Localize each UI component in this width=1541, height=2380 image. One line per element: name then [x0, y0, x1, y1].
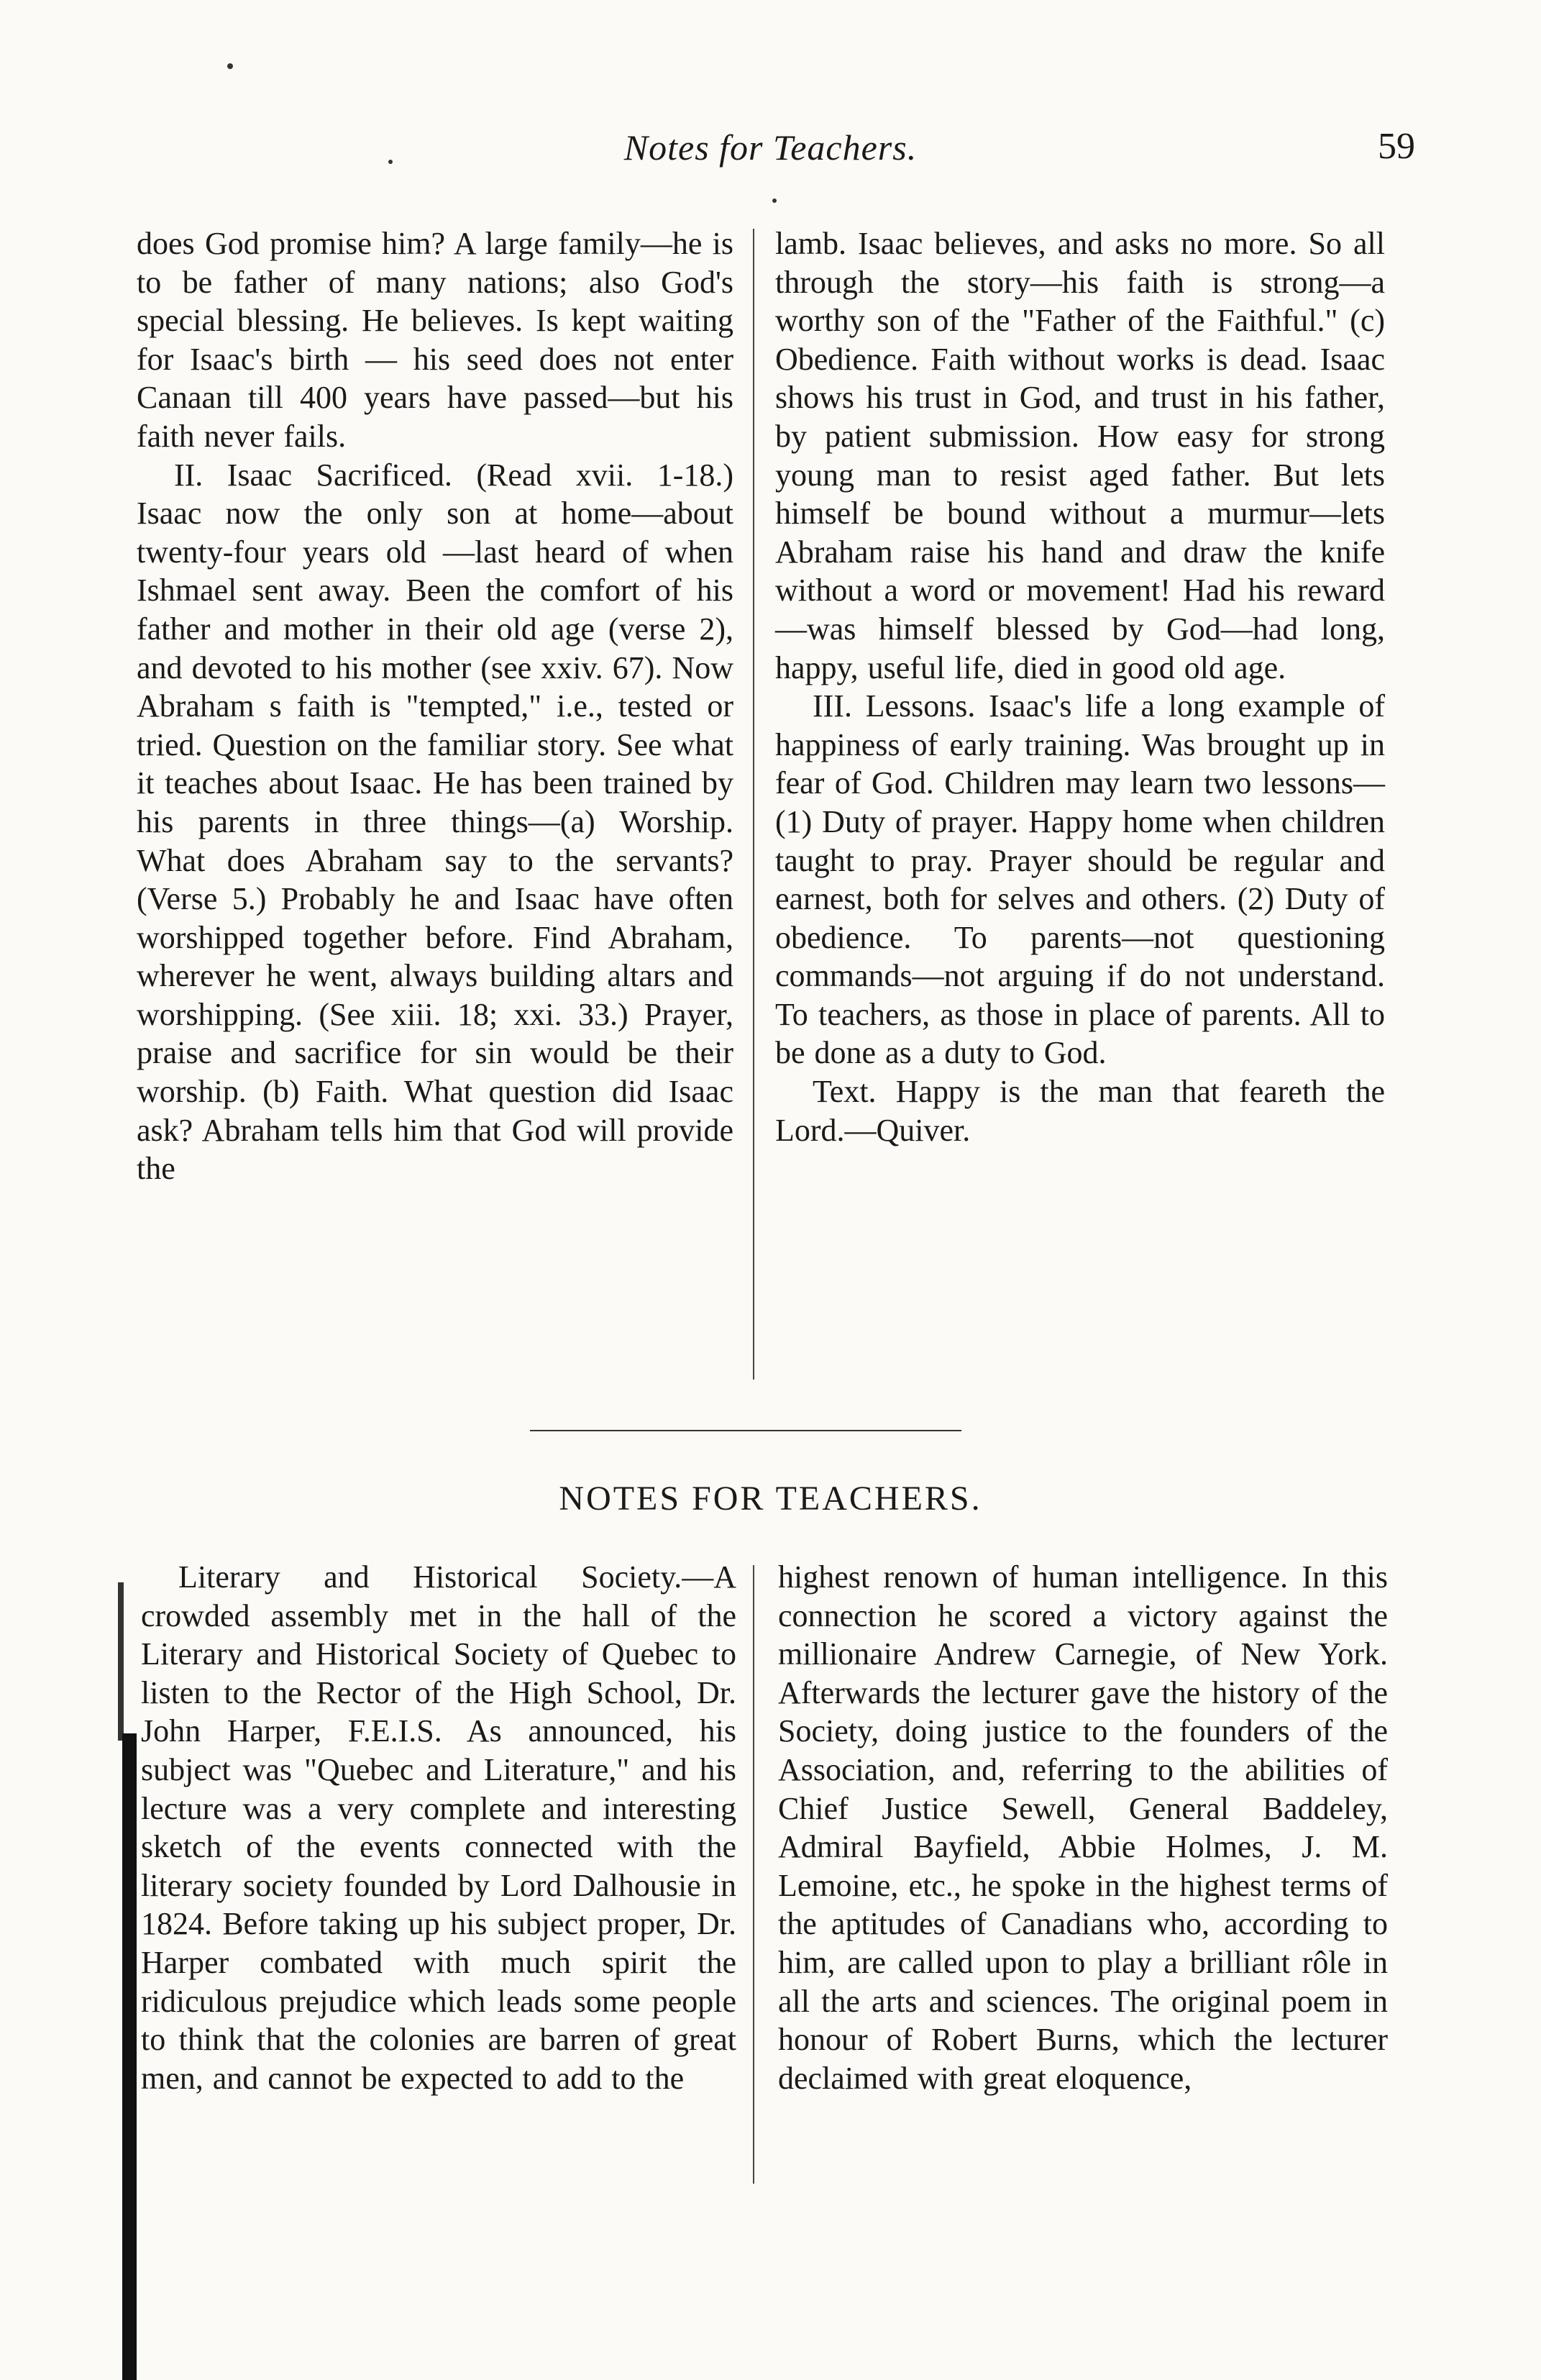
ink-speck [772, 199, 777, 203]
ink-speck [388, 160, 393, 164]
column-rule [753, 1565, 754, 2184]
ink-speck [227, 63, 233, 69]
top-left-column [137, 224, 733, 1188]
binding-edge [122, 1733, 137, 2380]
bottom-left-column [141, 1558, 736, 2097]
paragraph: II. Isaac Sacrificed. (Read xvii. 1-18.) Isaac now the only son at home—about twenty-four years old —last heard of when Ishmael sent away. Been the comfort of his father and mother in their old age (verse 2), and devoted to his mother (see xxiv. 67). Now Abraham s faith is "tempted," i.e., tested or tried. Question on the familiar story. See what it teaches about Isaac. He has been trained by his parents in three things—(a) Worship. What does Abraham say to the servants? (Verse 5.) Probably he and Isaac have often worshipped together before. Find Abraham, wherever he went, always building altars and worshipping. (See xiii. 18; xxi. 33.) Prayer, praise and sacrifice for sin would be their worship. (b) Faith. What question did Isaac ask? Abraham tells him that God will provide the [137, 457, 733, 1187]
paragraph: lamb. Isaac believes, and asks no more. So all through the story—his faith is strong—a worthy son of the "Father of the Faithful." (c) Obedience. Faith without works is dead. Isaac shows his trust in God, and trust in his father, by patient submission. How easy for strong young man to resist aged father. But lets himself be bound without a murmur—lets Abraham raise his hand and draw the knife without a word or movement! Had his reward—was himself blessed by God—had long, happy, useful life, died in good old age. [775, 226, 1385, 685]
section-heading: NOTES FOR TEACHERS. [559, 1479, 982, 1518]
running-header-title: Notes for Teachers. [623, 127, 918, 168]
paragraph: highest renown of human intelligence. In this connection he scored a victory against the millionaire Andrew Carnegie, of New York. Afterwards the lecturer gave the history of the Society, doing justice to the founders of the Association, and, referring to the abilities of Chief Justice Sewell, General Baddeley, Admiral Bayfield, Abbie Holmes, J. M. Lemoine, etc., he spoke in the highest terms of the aptitudes of Canadians who, according to him, are called upon to play a brilliant rôle in all the arts and sciences. The original poem in honour of Robert Burns, which the lecturer declaimed with great eloquence, [778, 1559, 1388, 2096]
column-rule [753, 229, 754, 1380]
page-number: 59 [1378, 126, 1415, 167]
top-right-column [775, 224, 1385, 1149]
bottom-right-column [778, 1558, 1388, 2097]
paragraph: Literary and Historical Society.—A crowded assembly met in the hall of the Literary and Historical Society of Quebec to listen to the Rector of the High School, Dr. John Harper, F.E.I.S. As announced, his subject was "Quebec and Literature," and his lecture was a very complete and interesting sketch of the events connected with the literary society founded by Lord Dalhousie in 1824. Before taking up his subject proper, Dr. Harper combated with much spirit the ridiculous prejudice which leads some people to think that the colonies are barren of great men, and cannot be expected to add to the [141, 1559, 736, 2096]
paragraph: does God promise him? A large family—he is to be father of many nations; also God's special blessing. He believes. Is kept waiting for Isaac's birth — his seed does not enter Canaan till 400 years have passed—but his faith never fails. [137, 226, 733, 454]
section-divider [530, 1430, 961, 1431]
binding-shadow [118, 1582, 124, 1741]
paragraph: III. Lessons. Isaac's life a long example of happiness of early training. Was brought up in fear of God. Children may learn two lessons—(1) Duty of prayer. Happy home when children taught to pray. Prayer should be regular and earnest, both for selves and others. (2) Duty of obedience. To parents—not questioning commands—not arguing if do not understand. To teachers, as those in place of parents. All to be done as a duty to God. [775, 688, 1385, 1071]
paragraph: Text. Happy is the man that feareth the Lord.—Quiver. [775, 1074, 1385, 1148]
